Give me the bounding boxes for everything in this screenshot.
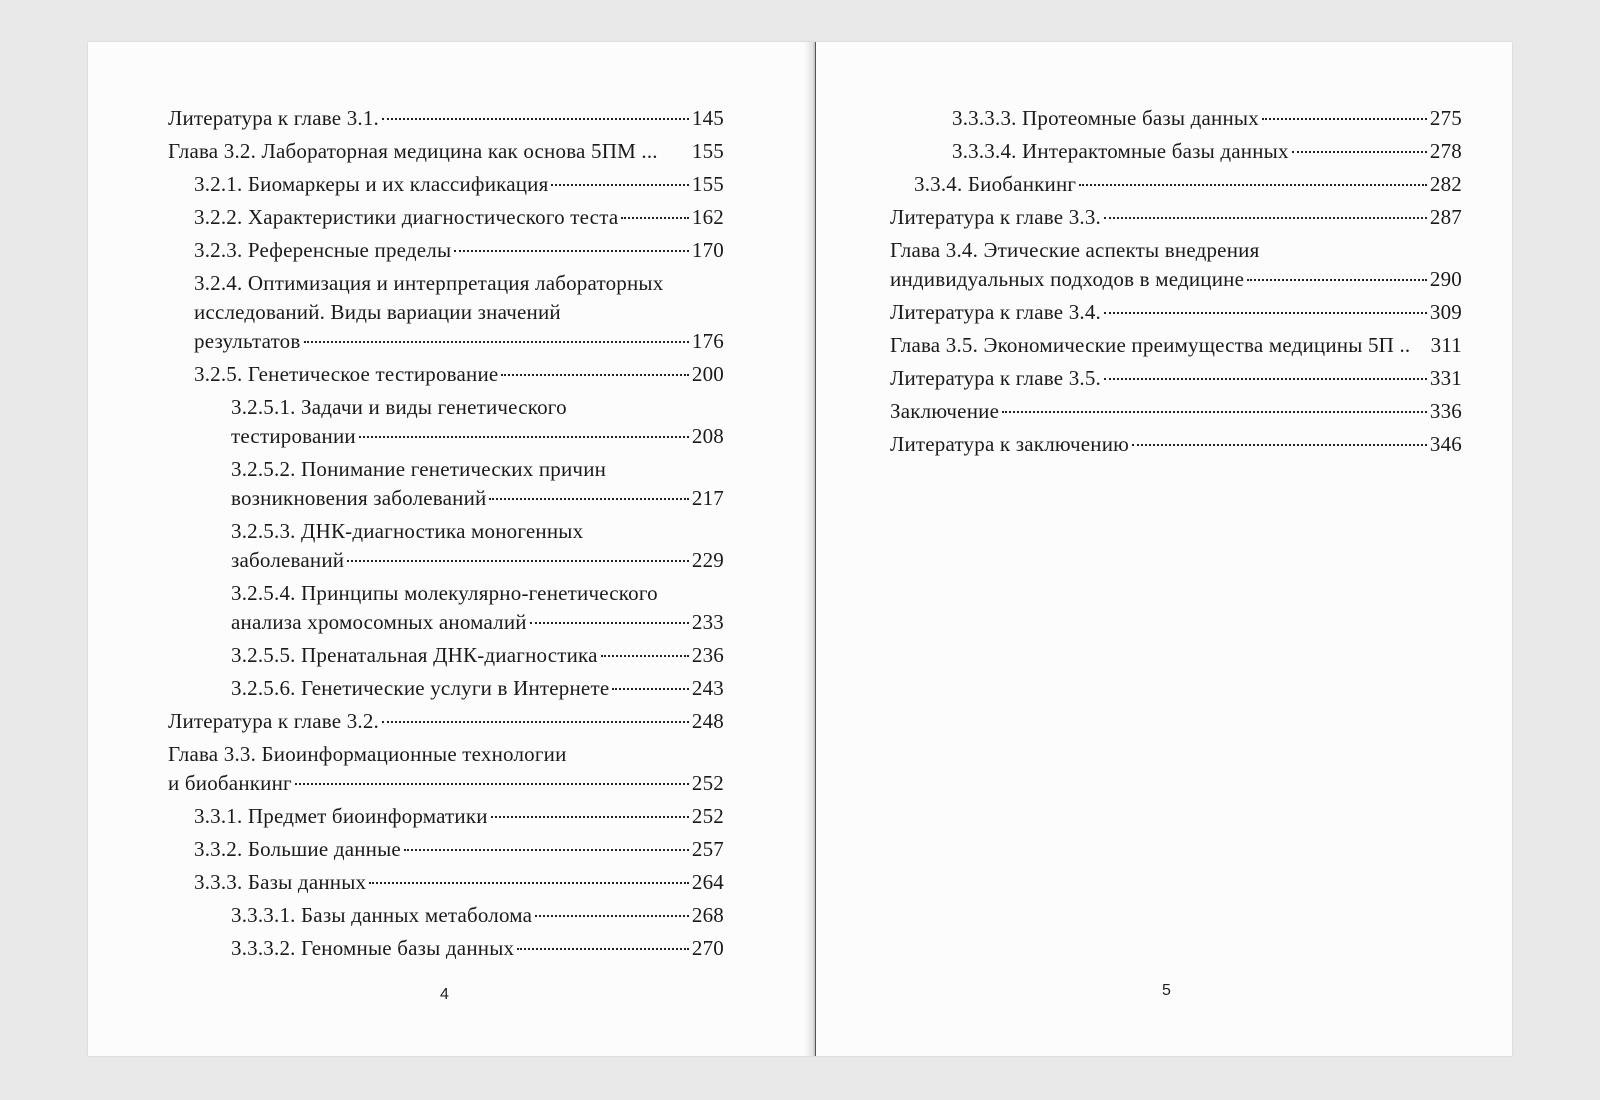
toc-entry <box>890 430 1462 459</box>
toc-entry-page: 162 <box>691 205 724 229</box>
toc-entry <box>890 331 1462 360</box>
toc-entry <box>890 397 1462 426</box>
page-number-left: 4 <box>440 986 449 1003</box>
toc-entry-title: 3.3.1. Предмет биоинформатики <box>194 804 488 828</box>
toc-entry-title: Глава 3.4. Этические аспекты внедрения <box>890 238 1260 262</box>
toc-entry <box>168 517 724 575</box>
book-spread <box>88 42 1512 1056</box>
toc-entry-title: Литература к главе 3.4. <box>890 300 1101 324</box>
toc-entry-page: 208 <box>691 424 724 448</box>
dot-leader <box>517 948 689 950</box>
toc-entry-page: 309 <box>1429 300 1462 324</box>
page-number-right: 5 <box>1162 982 1171 999</box>
toc-entry <box>168 868 724 897</box>
toc-entry-title: 3.2.2. Характеристики диагностического теста <box>194 205 619 229</box>
toc-entry-title: 3.2.4. Оптимизация и интерпретация лабораторных <box>194 271 664 295</box>
toc-entry <box>168 360 724 389</box>
toc-entry <box>168 740 724 798</box>
toc-entry-page: 275 <box>1429 106 1462 130</box>
toc-entry-title: 3.2.5.2. Понимание генетических причин <box>231 457 607 481</box>
toc-entry-page: 236 <box>691 643 724 667</box>
toc-entry-page: 252 <box>691 771 724 795</box>
toc-entry-page: 268 <box>691 903 724 927</box>
toc-entry-title: 3.2.5.6. Генетические услуги в Интернете <box>231 676 610 700</box>
toc-entry <box>890 364 1462 393</box>
toc-entry-title: возникновения заболеваний <box>231 486 487 510</box>
toc-entry-page: 200 <box>691 362 724 386</box>
toc-entry-title: 3.2.5. Генетическое тестирование <box>194 362 499 386</box>
dot-leader <box>382 118 689 120</box>
toc-entry-title: 3.2.5.4. Принципы молекулярно-генетического <box>231 581 658 605</box>
toc-entry-title: результатов <box>194 329 301 353</box>
toc-entry-title: 3.2.1. Биомаркеры и их классификация <box>194 172 549 196</box>
toc-entry-title: Заключение <box>890 399 1000 423</box>
toc-entry-page: 229 <box>691 548 724 572</box>
toc-entry-title: Глава 3.3. Биоинформационные технологии <box>168 742 567 766</box>
toc-entry <box>168 802 724 831</box>
dot-leader <box>359 436 689 438</box>
dot-leader <box>489 498 688 500</box>
toc-entry <box>168 236 724 265</box>
toc-entry <box>168 901 724 930</box>
dot-leader <box>1104 217 1427 219</box>
toc-entry-title: Глава 3.2. Лабораторная медицина как основа 5ПМ ... <box>168 139 658 163</box>
toc-entry-title: 3.3.4. Биобанкинг <box>914 172 1077 196</box>
toc-entry-title: 3.3.3.4. Интерактомные базы данных <box>952 139 1289 163</box>
toc-entry <box>890 298 1462 327</box>
toc-entry-title: 3.3.3.3. Протеомные базы данных <box>952 106 1259 130</box>
toc-entry <box>168 104 724 133</box>
dot-leader <box>1247 279 1427 281</box>
dot-leader <box>1104 378 1427 380</box>
toc-entry-title: 3.2.5.5. Пренатальная ДНК-диагностика <box>231 643 598 667</box>
toc-entry-page: 243 <box>691 676 724 700</box>
toc-entry-page: 155 <box>691 139 724 163</box>
toc-entry-title: 3.2.5.1. Задачи и виды генетического <box>231 395 567 419</box>
toc-entry-title: Литература к главе 3.5. <box>890 366 1101 390</box>
toc-entry <box>890 104 1462 133</box>
toc-entry-page: 170 <box>691 238 724 262</box>
toc-entry-title: 3.3.3.2. Геномные базы данных <box>231 936 515 960</box>
dot-leader <box>347 560 689 562</box>
toc-entry <box>168 137 724 166</box>
dot-leader <box>1262 118 1427 120</box>
toc-entry-page: 270 <box>691 936 724 960</box>
toc-entry-title: Литература к главе 3.1. <box>168 106 379 130</box>
toc-entry <box>890 236 1462 294</box>
dot-leader <box>295 783 689 785</box>
toc-entry-page: 257 <box>691 837 724 861</box>
dot-leader <box>601 655 689 657</box>
toc-entry <box>168 269 724 356</box>
table-of-contents-right <box>890 104 1462 463</box>
dot-leader <box>612 688 689 690</box>
dot-leader <box>551 184 688 186</box>
toc-entry-title: заболеваний <box>231 548 345 572</box>
dot-leader <box>369 882 689 884</box>
toc-entry-page: 233 <box>691 610 724 634</box>
toc-entry-title: 3.3.3. Базы данных <box>194 870 367 894</box>
toc-entry <box>890 137 1462 166</box>
dot-leader <box>530 622 689 624</box>
dot-leader <box>304 341 689 343</box>
dot-leader <box>1079 184 1427 186</box>
toc-entry-title: анализа хромосомных аномалий <box>231 610 527 634</box>
toc-entry <box>168 707 724 736</box>
dot-leader <box>1132 444 1427 446</box>
toc-entry-page: 264 <box>691 870 724 894</box>
toc-entry-page: 248 <box>691 709 724 733</box>
toc-entry-title: исследований. Виды вариации значений <box>194 300 561 324</box>
toc-entry <box>168 170 724 199</box>
toc-entry-title: Глава 3.5. Экономические преимущества медицины 5П .. <box>890 333 1411 357</box>
toc-entry-title: 3.3.3.1. Базы данных метаболома <box>231 903 533 927</box>
toc-entry <box>168 393 724 451</box>
table-of-contents-left <box>168 104 724 967</box>
toc-entry-title: тестировании <box>231 424 356 448</box>
toc-entry <box>168 455 724 513</box>
right-page <box>816 42 1512 1056</box>
left-page <box>88 42 812 1056</box>
toc-entry <box>168 203 724 232</box>
toc-entry <box>168 579 724 637</box>
toc-entry <box>168 674 724 703</box>
dot-leader <box>501 374 688 376</box>
toc-entry-page: 252 <box>691 804 724 828</box>
toc-entry-title: и биобанкинг <box>168 771 292 795</box>
toc-entry-page: 217 <box>691 486 724 510</box>
dot-leader <box>1292 151 1427 153</box>
toc-entry <box>168 835 724 864</box>
toc-entry-page: 346 <box>1429 432 1462 456</box>
dot-leader <box>1002 411 1427 413</box>
toc-entry <box>890 170 1462 199</box>
dot-leader <box>382 721 689 723</box>
toc-entry-page: 336 <box>1429 399 1462 423</box>
toc-entry-page: 176 <box>691 329 724 353</box>
toc-entry-title: индивидуальных подходов в медицине <box>890 267 1245 291</box>
dot-leader <box>1104 312 1427 314</box>
toc-entry-title: 3.2.3. Референсные пределы <box>194 238 452 262</box>
toc-entry-title: 3.3.2. Большие данные <box>194 837 401 861</box>
toc-entry-page: 290 <box>1429 267 1462 291</box>
toc-entry-title: 3.2.5.3. ДНК-диагностика моногенных <box>231 519 584 543</box>
dot-leader <box>454 250 689 252</box>
toc-entry-title: Литература к заключению <box>890 432 1130 456</box>
dot-leader <box>491 816 689 818</box>
toc-entry-page: 145 <box>691 106 724 130</box>
toc-entry-page: 155 <box>691 172 724 196</box>
toc-entry-page: 282 <box>1429 172 1462 196</box>
dot-leader <box>621 217 689 219</box>
toc-entry-title: Литература к главе 3.3. <box>890 205 1101 229</box>
dot-leader <box>535 915 689 917</box>
toc-entry <box>168 934 724 963</box>
toc-entry-page: 331 <box>1429 366 1462 390</box>
toc-entry-page: 311 <box>1430 333 1462 357</box>
dot-leader <box>404 849 689 851</box>
toc-entry-title: Литература к главе 3.2. <box>168 709 379 733</box>
toc-entry <box>890 203 1462 232</box>
toc-entry <box>168 641 724 670</box>
toc-entry-page: 278 <box>1429 139 1462 163</box>
toc-entry-page: 287 <box>1429 205 1462 229</box>
